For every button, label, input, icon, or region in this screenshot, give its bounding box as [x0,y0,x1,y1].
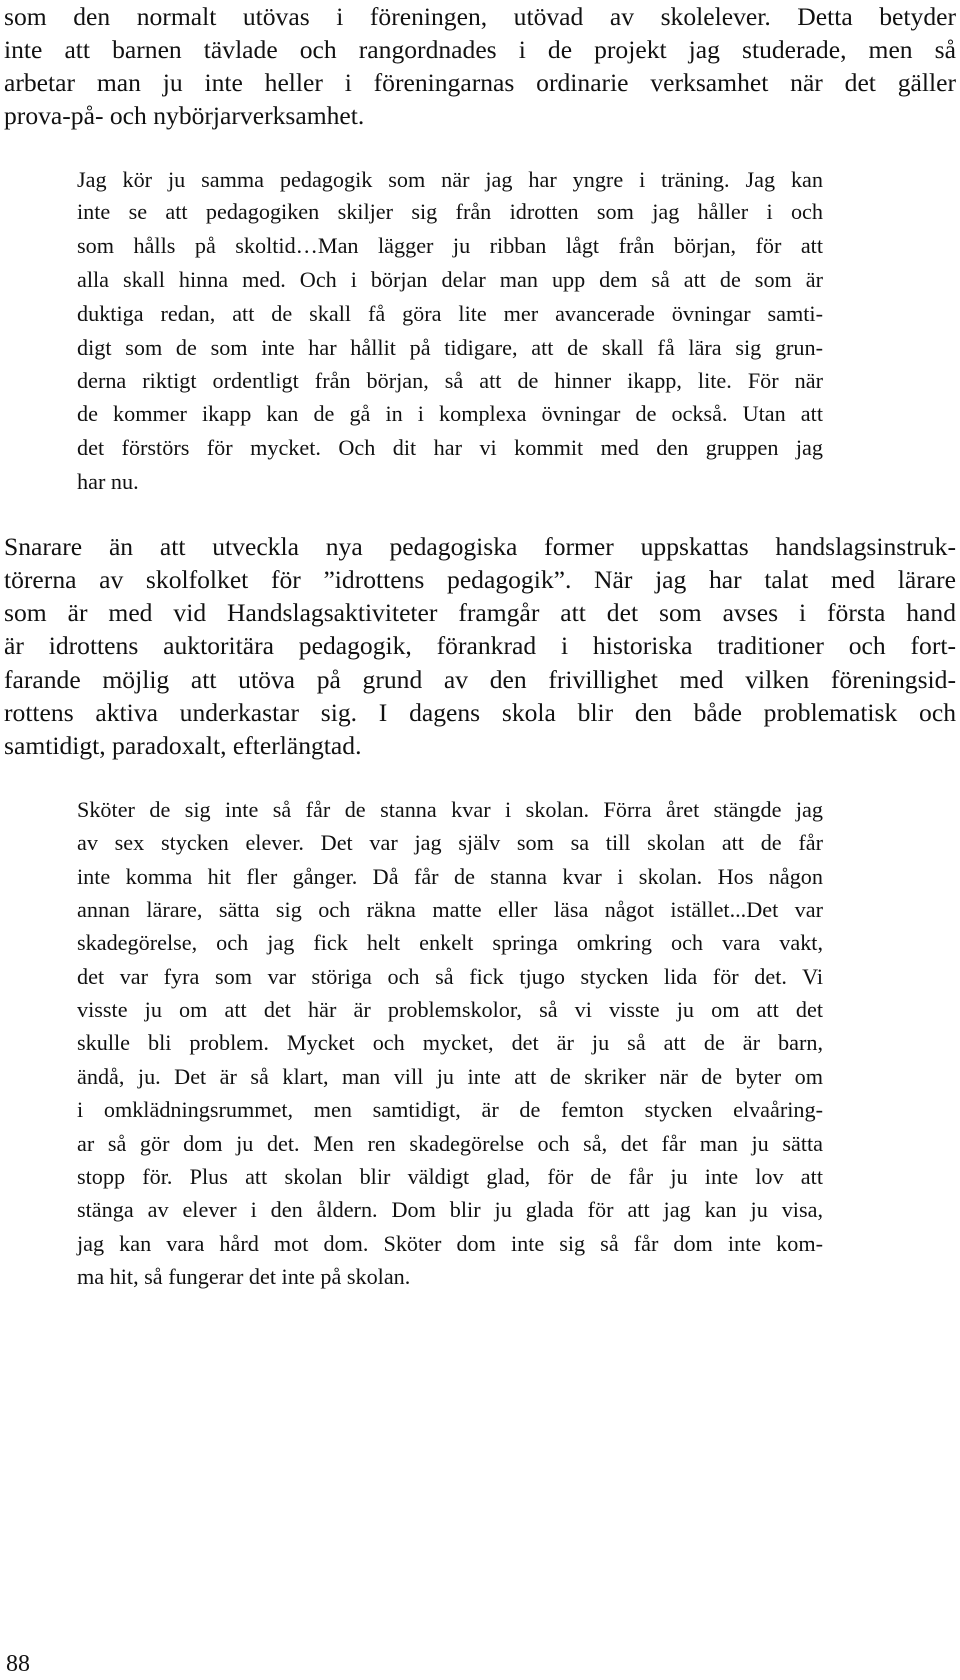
text-line: inte att barnen tävlade och rangordnades i de projekt jag studerade, men så [4,35,956,64]
quote-line: stopp för. Plus att skolan blir väldigt glad, för de får ju inte lov att [77,1164,823,1189]
quote-line: som hålls på skoltid…Man lägger ju ribban lågt från början, för att [77,233,823,258]
quote-line: det var fyra som var störiga och så fick tjugo stycken lida för det. Vi [77,964,823,989]
text-line: som är med vid Handslagsaktiviteter framgår att det som avses i första hand [4,598,956,627]
quote-line: av sex stycken elever. Det var jag själv som sa till skolan att de får [77,830,823,855]
quote-line: Jag kör ju samma pedagogik som när jag har yngre i träning. Jag kan [77,167,823,192]
quote-line: digt som de som inte har hållit på tidigare, att de skall få lära sig grun- [77,335,823,360]
text-line: samtidigt, paradoxalt, efterlängtad. [4,731,362,760]
page-number: 88 [6,1651,30,1677]
quote-line: annan lärare, sätta sig och räkna matte eller läsa något istället...Det var [77,897,823,922]
text-line: arbetar man ju inte heller i föreningarnas ordinarie verksamhet när det gäller [4,68,956,97]
quote-line: inte komma hit fler gånger. Då får de stanna kvar i skolan. Hos någon [77,864,823,889]
text-line: farande möjlig att utöva på grund av den frivillighet med vilken föreningsid- [4,665,956,694]
quote-line: skulle bli problem. Mycket och mycket, det är ju så att de är barn, [77,1030,823,1055]
text-line: Snarare än att utveckla nya pedagogiska former uppskattas handslagsinstruk- [4,532,956,561]
text-line: rottens aktiva underkastar sig. I dagens skola blir den både problematisk och [4,698,956,727]
text-line: törerna av skolfolket för ”idrottens pedagogik”. När jag har talat med lärare [4,565,956,594]
quote-line: ma hit, så fungerar det inte på skolan. [77,1264,411,1289]
quote-line: visste ju om att det här är problemskolor, så vi visste ju om att det [77,997,823,1022]
quote-line: stänga av elever i den åldern. Dom blir ju glada för att jag kan ju visa, [77,1197,823,1222]
text-line: prova-på- och nybörjarverksamhet. [4,101,365,130]
quote-line: derna riktigt ordentligt från början, så att de hinner ikapp, lite. För när [77,368,823,393]
quote-line: skadegörelse, och jag fick helt enkelt springa omkring och vara vakt, [77,930,823,955]
quote-line: duktiga redan, att de skall få göra lite mer avancerade övningar samti- [77,301,823,326]
quote-line: inte se att pedagogiken skiljer sig från idrotten som jag håller i och [77,199,823,224]
quote-line: de kommer ikapp kan de gå in i komplexa övningar de också. Utan att [77,401,823,426]
quote-line: har nu. [77,469,139,494]
quote-line: Sköter de sig inte så får de stanna kvar i skolan. Förra året stängde jag [77,797,823,822]
text-line: är idrottens auktoritära pedagogik, förankrad i historiska traditioner och fort- [4,631,956,660]
quote-line: alla skall hinna med. Och i början delar man upp dem så att de som är [77,267,823,292]
text-line: som den normalt utövas i föreningen, utövad av skolelever. Detta betyder [4,2,956,31]
quote-line: ar så gör dom ju det. Men ren skadegörelse och så, det får man ju sätta [77,1131,823,1156]
quote-line: det förstörs för mycket. Och dit har vi kommit med den gruppen jag [77,435,823,460]
quote-line: ändå, ju. Det är så klart, man vill ju inte att de skriker när de byter om [77,1064,823,1089]
quote-line: i omklädningsrummet, men samtidigt, är de femton stycken elvaåring- [77,1097,823,1122]
quote-line: jag kan vara hård mot dom. Sköter dom inte sig så får dom inte kom- [77,1231,823,1256]
